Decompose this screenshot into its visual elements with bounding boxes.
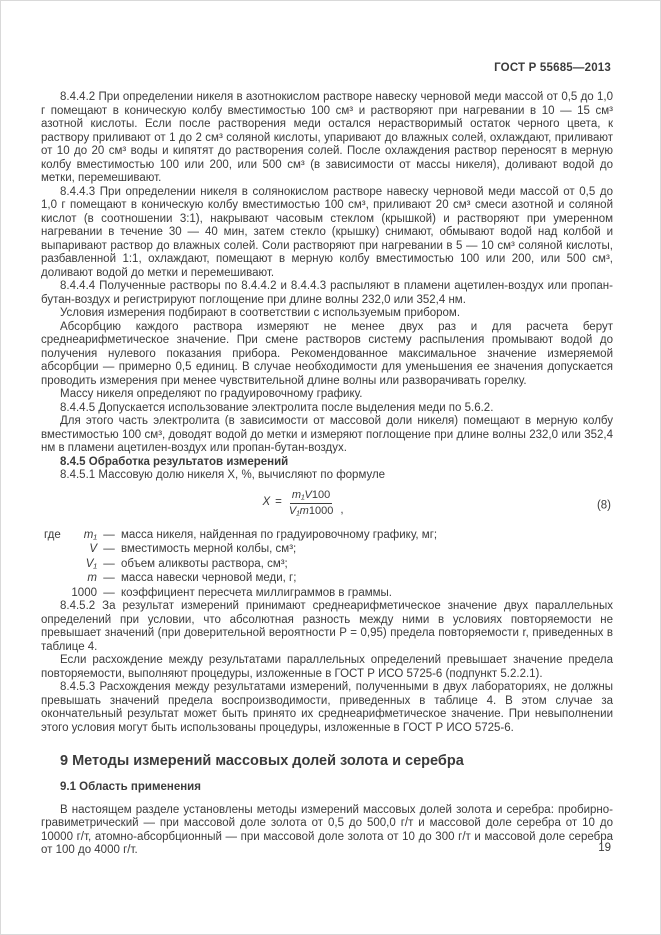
definition-dash: — (103, 572, 115, 585)
definition-spacer (41, 557, 67, 572)
formula-equals-sign: = (275, 496, 282, 509)
definition-row (41, 528, 613, 543)
paragraph-8-4-4-4: 8.4.4.4 Полученные растворы по 8.4.4.2 и 8.4.4.3 распыляют в пламени ацетилен-воздух или пропан-бутан-воздух и регистрируют поглощение при длине волны 232,0 или 352,4 нм. (41, 280, 613, 306)
definition-spacer (41, 542, 67, 557)
paragraph-repeatability: Если расхождение между результатами параллельных определений превышает значение предела повторяемости, выполняют процедуры, изложенные в ГОСТ Р ИСО 5725-6 (подпункт 5.2.2.1). (41, 654, 613, 680)
definition-term: m₁ (83, 528, 97, 541)
definitions-list (41, 528, 613, 601)
paragraph-9-1-scope: В настоящем разделе установлены методы измерений массовых долей золота и серебра: пробирно-гравиметрический — при массовой доле золота от 0,5 до 500,0 г/т и массовой доле серебра от 10 до 10000 г/т, атомно-абсорбционный — при массовой доле золота от 10 до 300 г/т и массовой доле серебра от 100 до 4000 г/т. (41, 803, 613, 857)
definition-spacer (41, 571, 67, 586)
definition-text: масса никеля, найденная по градуировочному графику, мг; (121, 528, 438, 541)
paragraph-electrolyte: Для этого часть электролита (в зависимости от массовой доли никеля) помещают в мерную колбу вместимостью 100 см³, доводят водой до метки и измеряют поглощение при длине волны 232,0 или 352,4 нм в пламени ацетилен-воздух или пропан-бутан-воздух. (41, 415, 613, 454)
definitions-intro: где (44, 528, 61, 541)
definition-dash: — (103, 528, 115, 541)
section-9-1-title: 9.1 Область применения (60, 781, 201, 794)
definition-term: 1000 (71, 586, 97, 599)
paragraph-nickel-mass: Массу никеля определяют по градуировочному графику. (60, 388, 363, 400)
definition-text: масса навески черновой меди, г; (121, 572, 297, 585)
definition-row (41, 586, 613, 601)
definition-row (41, 571, 613, 586)
paragraph-measurement-conditions: Условия измерения подбирают в соответствии с используемым прибором. (60, 307, 461, 319)
definition-text: объем аликвоты раствора, см³; (121, 557, 288, 570)
heading-8-4-5: 8.4.5 Обработка результатов измерений (60, 455, 289, 468)
equation-number: (8) (596, 498, 611, 511)
formula-comma: , (340, 504, 344, 516)
formula-lhs: X (262, 496, 271, 509)
definition-term: V₁ (85, 557, 97, 570)
definition-text: коэффициент пересчета миллиграммов в граммы. (121, 586, 392, 599)
paragraph-8-4-5-1: 8.4.5.1 Массовую долю никеля X, %, вычисляют по формуле (60, 469, 386, 481)
paragraph-8-4-4-5: 8.4.4.5 Допускается использование электролита после выделения меди по 5.6.2. (60, 401, 494, 414)
paragraph-8-4-4-3: 8.4.4.3 При определении никеля в солянокислом растворе навеску черновой меди массой от 0,5 до 1,0 г помещают в коническую колбу вместимостью 100 см³, приливают 20 см³ смеси азотной и соляной кислот (в соотношении 3:1), накрывают часовым стеклом (крышкой) и растворяют при умеренном нагревании в течение 30 — 40 мин, затем стекло (крышку) снимают, обмывают водой над колбой и выпаривают раствор до влажных солей. Соли растворяют при нагревании в 5 — 10 см³ соляной кислоты, разбавленной 1:1, охлаждают, помещают в мерную колбу вместимостью 100 или 200, или 500 см³, доливают водой до метки и перемешивают. (41, 185, 613, 279)
paragraph-8-4-4-2: 8.4.4.2 При определении никеля в азотнокислом растворе навеску черновой меди массой от 0,5 до 1,0 г помещают в коническую колбу вместимостью 100 см³ и растворяют при нагревании в 10 — 15 см³ азотной кислоты. Если после растворения меди остался нерастворимый остаток черного цвета, к раствору приливают от 1 до 2 см³ соляной кислоты, упаривают до влажных солей, охлаждают, приливают от 10 до 20 см³ воды и кипятят до растворения солей. После охлаждения раствор переносят в мерную колбу вместимостью 100 или 200, или 500 см³ (в зависимости от массы никеля), доливают водой до метки, перемешивают. (41, 91, 613, 184)
definition-dash: — (103, 557, 115, 570)
definition-term: V (89, 543, 97, 556)
denominator-variables: V₁m (288, 504, 309, 517)
definition-row (41, 542, 613, 557)
formula-fraction (287, 489, 335, 518)
definition-term: m (87, 572, 97, 585)
denominator-constant: 1000 (308, 504, 334, 517)
numerator-variables: m₁V (291, 488, 312, 501)
formula-block (41, 489, 613, 523)
page-number: 19 (598, 842, 611, 854)
paragraph-8-4-5-2: 8.4.5.2 За результат измерений принимают среднеарифметическое значение двух параллельных определений при условии, что абсолютная разность между ними в условиях повторяемости не превышает значений (при доверительной вероятности P = 0,95) предела повторяемости r, приведенных в таблице 4. (41, 600, 613, 653)
definition-spacer (41, 586, 67, 601)
section-9-title: 9 Методы измерений массовых долей золота и серебра (60, 753, 464, 770)
document-header: ГОСТ Р 55685—2013 (494, 62, 611, 74)
definition-dash: — (103, 586, 115, 599)
formula-numerator (290, 489, 332, 504)
formula-denominator (287, 504, 335, 518)
definition-text: вместимость мерной колбы, см³; (121, 543, 297, 556)
paragraph-absorption: Абсорбцию каждого раствора измеряют не менее двух раз и для расчета берут среднеарифметическое значение. При смене растворов систему распыления промывают водой до получения нулевого показания прибора. Рекомендованное максимальное значение измеряемой абсорбции — примерно 0,5 единиц. В случае необходимости для уменьшения ее значения допускается проводить измерения при менее чувствительной длине волны или разворачивать горелку. (41, 320, 613, 387)
paragraph-8-4-5-3: 8.4.5.3 Расхождения между результатами измерений, полученными в двух лабораториях, не должны превышать значений предела воспроизводимости, приведенных в таблице 4. В этом случае за окончательный результат может быть принято их среднеарифметическое значение. При невыполнении этого условия могут быть использованы процедуры, изложенные в ГОСТ Р ИСО 5725-6. (41, 681, 613, 734)
numerator-constant: 100 (311, 488, 331, 501)
definition-row (41, 557, 613, 572)
document-body (41, 91, 613, 858)
formula-expression (17, 489, 589, 518)
definition-dash: — (103, 543, 115, 556)
